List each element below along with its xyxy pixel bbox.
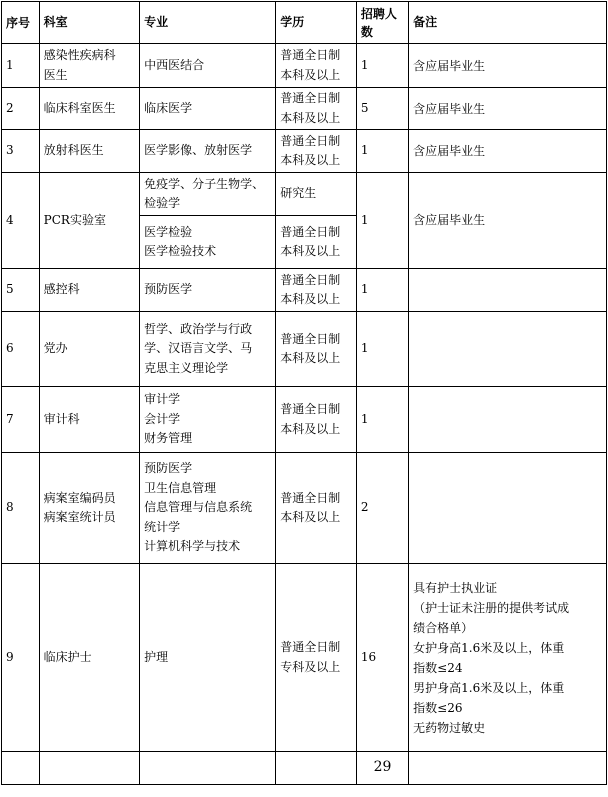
- row-remarks-line: 含应届毕业生: [413, 58, 486, 73]
- row-education-line: 本科及以上: [280, 153, 341, 167]
- header-education: 学历: [276, 2, 357, 44]
- recruitment-table: [1, 1, 607, 785]
- table-row: [2, 387, 607, 453]
- row-department-line: 感控科: [43, 282, 80, 297]
- row-major: [140, 173, 276, 216]
- row-department: [39, 312, 139, 387]
- row-education: [276, 173, 357, 216]
- row-major: [140, 312, 276, 387]
- table-row: [2, 269, 607, 312]
- total-row: [2, 752, 607, 785]
- row-remarks: [409, 173, 607, 269]
- header-major: 专业: [140, 2, 276, 44]
- row-education: [276, 130, 357, 173]
- row-remarks-line: 指数≤24: [413, 660, 463, 675]
- total-count: 29: [356, 752, 408, 785]
- row-count: 1: [356, 312, 408, 387]
- row-major: [140, 269, 276, 312]
- row-remarks: [409, 44, 607, 88]
- row-index: 8: [2, 453, 40, 564]
- row-education-line: 普通全日制: [280, 331, 341, 346]
- row-index: 1: [2, 44, 40, 88]
- row-index: 2: [2, 88, 40, 130]
- row-education: [276, 216, 357, 269]
- row-education-line: 普通全日制: [280, 640, 341, 654]
- row-major-line: 医学影像、放射医学: [144, 143, 253, 158]
- row-remarks-line: 绩合格单）: [413, 620, 474, 635]
- row-index: 4: [2, 173, 40, 269]
- row-remarks-line: 具有护士执业证: [413, 580, 498, 595]
- row-remarks: [409, 312, 607, 387]
- header-count: 招聘人数: [356, 2, 408, 44]
- row-education: [276, 88, 357, 130]
- row-count: 5: [356, 88, 408, 130]
- row-education-line: 本科及以上: [280, 67, 341, 82]
- row-education-line: 普通全日制: [280, 48, 341, 62]
- row-education: [276, 564, 357, 752]
- row-count: 2: [356, 453, 408, 564]
- row-major-line: 会计学: [144, 411, 181, 426]
- header-row: [2, 2, 607, 44]
- row-department-line: 党办: [43, 341, 68, 356]
- row-remarks-line: （护士证未注册的提供考试成: [413, 600, 570, 615]
- row-department: [39, 44, 139, 88]
- row-index: 9: [2, 564, 40, 752]
- table-row: [2, 564, 607, 752]
- table-row: [2, 312, 607, 387]
- row-count: 1: [356, 44, 408, 88]
- row-education-line: 普通全日制: [280, 490, 341, 505]
- row-major-line: 中西医结合: [144, 57, 205, 72]
- row-major: [140, 564, 276, 752]
- row-index: 5: [2, 269, 40, 312]
- row-major: [140, 44, 276, 88]
- table-row: [2, 173, 607, 216]
- row-department-line: PCR实验室: [43, 212, 106, 227]
- row-department-line: 审计科: [43, 411, 80, 426]
- row-education-line: 普通全日制: [280, 224, 341, 239]
- row-remarks-line: 男护身高1.6米及以上，体重: [413, 680, 565, 695]
- row-remarks: [409, 564, 607, 752]
- row-count: 16: [356, 564, 408, 752]
- row-education-line: 普通全日制: [280, 133, 341, 148]
- row-education-line: 专科及以上: [280, 659, 341, 674]
- row-education-line: 本科及以上: [280, 110, 341, 125]
- row-remarks: [409, 88, 607, 130]
- row-major-line: 医学检验: [144, 224, 193, 239]
- row-major: [140, 453, 276, 564]
- row-major-line: 临床医学: [144, 100, 193, 115]
- row-department: [39, 269, 139, 312]
- row-education-line: 本科及以上: [280, 421, 341, 436]
- row-education-line: 本科及以上: [280, 351, 341, 365]
- row-education: [276, 453, 357, 564]
- row-department-line: 病案室统计员: [43, 510, 116, 524]
- row-major: [140, 387, 276, 453]
- row-major-line: 免疫学、分子生物学、: [144, 176, 265, 191]
- row-department-line: 病案室编码员: [43, 490, 116, 505]
- header-remarks: 备注: [409, 2, 607, 44]
- row-remarks: [409, 269, 607, 312]
- row-department: [39, 387, 139, 453]
- row-department: [39, 88, 139, 130]
- table-row: [2, 44, 607, 88]
- row-department-line: 临床科室医生: [43, 100, 116, 115]
- row-department-line: 放射科医生: [43, 143, 104, 158]
- row-education-line: 本科及以上: [280, 510, 341, 524]
- row-education-line: 本科及以上: [280, 292, 341, 306]
- row-count: 1: [356, 387, 408, 453]
- row-remarks-line: 女护身高1.6米及以上，体重: [413, 640, 565, 655]
- row-remarks-line: 含应届毕业生: [413, 101, 486, 116]
- row-remarks: [409, 387, 607, 453]
- row-education: [276, 269, 357, 312]
- empty-cell: [140, 752, 276, 785]
- row-count: 1: [356, 173, 408, 269]
- row-major-line: 统计学: [144, 519, 181, 534]
- row-department-line: 医生: [43, 67, 68, 82]
- empty-cell: [409, 752, 607, 785]
- row-count: 1: [356, 130, 408, 173]
- table-row: [2, 453, 607, 564]
- row-education-line: 普通全日制: [280, 272, 341, 287]
- row-remarks-line: 无药物过敏史: [413, 720, 486, 735]
- empty-cell: [39, 752, 139, 785]
- row-remarks: [409, 453, 607, 564]
- header-department: 科室: [39, 2, 139, 44]
- row-major: [140, 216, 276, 269]
- row-remarks-line: 含应届毕业生: [413, 212, 486, 227]
- table-row: [2, 130, 607, 173]
- row-major-line: 卫生信息管理: [144, 480, 217, 495]
- row-major: [140, 130, 276, 173]
- row-department: [39, 453, 139, 564]
- row-education-line: 普通全日制: [280, 91, 341, 105]
- row-education: [276, 312, 357, 387]
- row-major: [140, 88, 276, 130]
- row-major-line: 护理: [144, 649, 169, 664]
- row-major-line: 预防医学: [144, 282, 193, 297]
- row-department-line: 感染性疾病科: [43, 48, 116, 62]
- row-index: 7: [2, 387, 40, 453]
- table-row: [2, 88, 607, 130]
- empty-cell: [2, 752, 40, 785]
- row-education-line: 研究生: [280, 186, 317, 201]
- row-department-line: 临床护士: [43, 649, 92, 664]
- row-education-line: 本科及以上: [280, 244, 341, 258]
- header-index: 序号: [2, 2, 40, 44]
- row-department: [39, 130, 139, 173]
- row-count: 1: [356, 269, 408, 312]
- row-education: [276, 44, 357, 88]
- row-major-line: 医学检验技术: [144, 244, 217, 258]
- row-department: [39, 173, 139, 269]
- row-major-line: 信息管理与信息系统: [144, 500, 253, 515]
- row-major-line: 哲学、政治学与行政: [144, 321, 253, 336]
- row-index: 6: [2, 312, 40, 387]
- row-remarks-line: 指数≤26: [413, 700, 463, 715]
- row-major-line: 学、汉语言文学、马: [144, 341, 253, 356]
- row-major-line: 检验学: [144, 196, 181, 210]
- row-education: [276, 387, 357, 453]
- empty-cell: [276, 752, 357, 785]
- row-major-line: 财务管理: [144, 431, 193, 446]
- table-body: [2, 44, 607, 785]
- row-major-line: 克思主义理论学: [144, 360, 229, 375]
- row-major-line: 预防医学: [144, 461, 193, 476]
- row-remarks-line: 含应届毕业生: [413, 144, 486, 158]
- row-education-line: 普通全日制: [280, 402, 341, 416]
- row-remarks: [409, 130, 607, 173]
- row-index: 3: [2, 130, 40, 173]
- row-major-line: 审计学: [144, 392, 181, 407]
- row-major-line: 计算机科学与技术: [144, 539, 241, 554]
- row-department: [39, 564, 139, 752]
